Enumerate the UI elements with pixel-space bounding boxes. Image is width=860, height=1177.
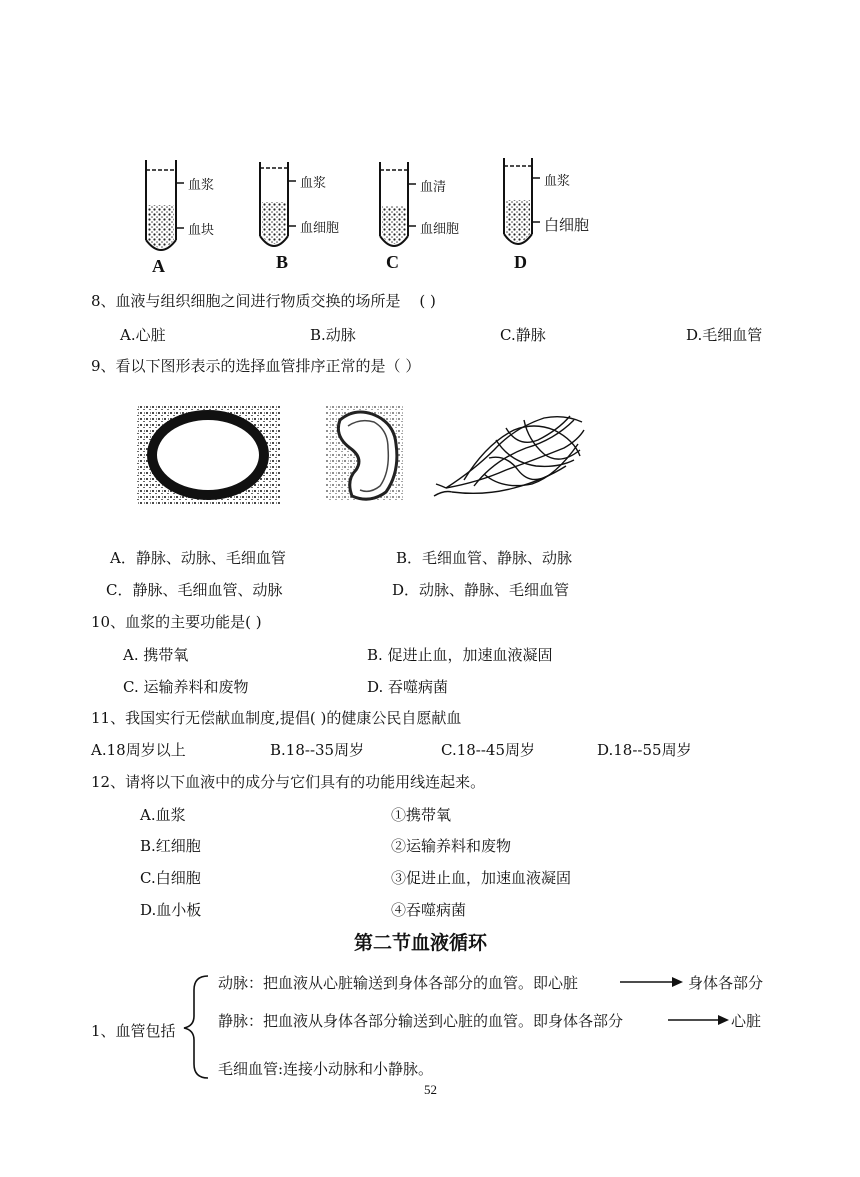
- tube-d-letter: D: [514, 252, 527, 272]
- tube-c-top-label: 血清: [420, 180, 447, 195]
- q9-option-d: D．动脉、静脉、毛细血管: [392, 581, 570, 599]
- q12-stem: 12、请将以下血液中的成分与它们具有的功能用线连起来。: [91, 773, 486, 791]
- q9-option-c: C．静脉、毛细血管、动脉: [106, 581, 283, 599]
- section-title: 第二节血液循环: [354, 932, 488, 954]
- vessel-image-2: [326, 406, 404, 502]
- brace-icon: [182, 972, 212, 1082]
- tube-b-bottom-label: 血细胞: [300, 221, 340, 236]
- q12-right-2: ②运输养料和废物: [391, 837, 512, 855]
- q10-option-c: C. 运输养料和废物: [123, 678, 249, 696]
- tube-b: [260, 162, 296, 246]
- arrow-right-icon: [668, 1014, 730, 1026]
- q10-stem: 10、血浆的主要功能是( ): [91, 613, 262, 631]
- q9-option-b: B．毛细血管、静脉、动脉: [396, 549, 573, 567]
- q8-stem: [91, 290, 436, 311]
- q8-stem-text: 8、血液与组织细胞之间进行物质交换的场所是: [91, 292, 401, 310]
- q12-left-c: C.白细胞: [140, 869, 201, 887]
- q8-option-b: B.动脉: [310, 326, 356, 344]
- q11-option-a: A.18周岁以上: [91, 741, 186, 759]
- tube-b-top-label: 血浆: [300, 176, 327, 191]
- tube-a-bottom-label: 血块: [188, 223, 215, 238]
- vein-target: 心脏: [731, 1012, 762, 1030]
- artery-target: 身体各部分: [688, 974, 764, 992]
- q11-option-b: B.18--35周岁: [270, 741, 365, 759]
- q11-stem: 11、我国实行无偿献血制度,提倡( )的健康公民自愿献血: [91, 709, 462, 727]
- tube-c: [380, 162, 416, 246]
- tube-c-bottom-label: 血细胞: [420, 222, 460, 237]
- test-tube-drawings: [128, 148, 618, 278]
- tube-a-top-label: 血浆: [188, 178, 215, 193]
- tube-d-top-label: 血浆: [544, 174, 571, 189]
- q12-left-d: D.血小板: [140, 901, 202, 919]
- q12-left-b: B.红细胞: [140, 837, 201, 855]
- tube-a: [146, 160, 184, 250]
- test-tube-figure: [128, 148, 618, 278]
- vein-definition: [218, 1010, 623, 1031]
- q10-option-d: D. 吞噬病菌: [367, 678, 449, 696]
- artery-text: 动脉：把血液从心脏输送到身体各部分的血管。即心脏: [218, 974, 579, 992]
- q11-option-d: D.18--55周岁: [597, 741, 692, 759]
- vessel-image-3: [434, 416, 584, 496]
- tube-d: [504, 158, 540, 244]
- q12-right-3: ③促进止血，加速血液凝固: [391, 869, 572, 887]
- q8-answer-paren: ( ): [419, 292, 436, 310]
- q12-right-4: ④吞噬病菌: [391, 901, 467, 919]
- page-number: 52: [424, 1082, 437, 1097]
- q11-option-c: C.18--45周岁: [441, 741, 536, 759]
- q12-right-1: ①携带氧: [391, 806, 452, 824]
- q8-option-d: D.毛细血管: [686, 326, 763, 344]
- q10-option-b: B. 促进止血，加速血液凝固: [367, 646, 553, 664]
- q9-option-a: A．静脉、动脉、毛细血管: [110, 549, 286, 567]
- vessels-label: 1、血管包括: [91, 1022, 176, 1040]
- artery-definition: [218, 972, 578, 993]
- tube-d-bottom-label: 白细胞: [544, 216, 590, 234]
- tube-a-letter: A: [152, 256, 165, 276]
- vessel-images: [134, 400, 594, 510]
- vessel-image-1: [136, 406, 280, 504]
- q8-option-c: C.静脉: [500, 326, 546, 344]
- tube-b-letter: B: [276, 252, 289, 272]
- capillary-definition: 毛细血管:连接小动脉和小静脉。: [218, 1060, 434, 1078]
- q12-left-a: A.血浆: [140, 806, 186, 824]
- q9-stem: 9、看以下图形表示的选择血管排序正常的是（ ）: [91, 357, 421, 375]
- q8-option-a: A.心脏: [120, 326, 166, 344]
- tube-c-letter: C: [386, 252, 399, 272]
- arrow-right-icon: [620, 976, 684, 988]
- q10-option-a: A. 携带氧: [123, 646, 189, 664]
- vein-text: 静脉：把血液从身体各部分输送到心脏的血管。即身体各部分: [218, 1012, 624, 1030]
